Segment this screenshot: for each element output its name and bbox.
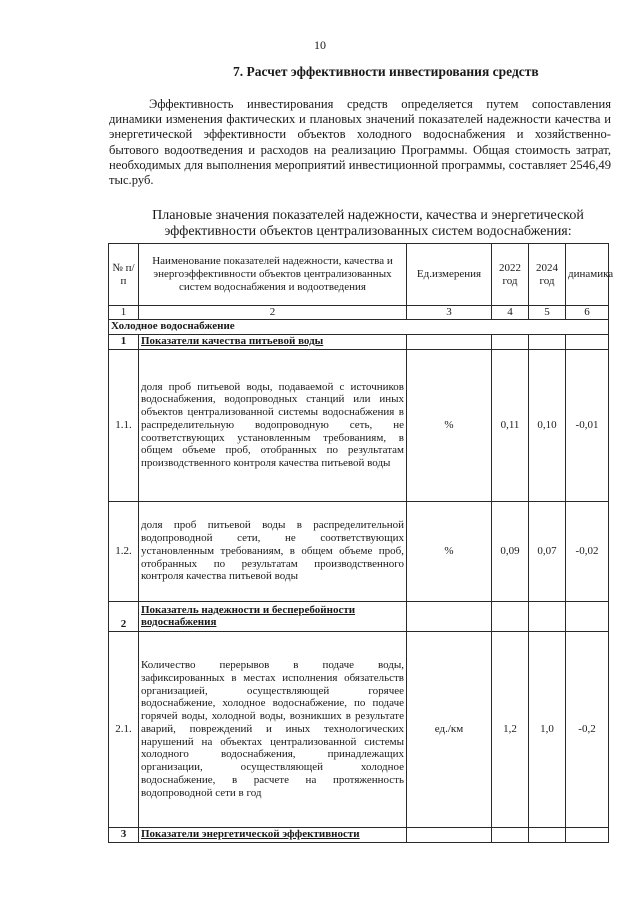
row-num: 1.1. — [109, 349, 139, 501]
table-row — [109, 631, 609, 827]
column-number-row — [109, 306, 609, 320]
section-num: 2 — [109, 601, 139, 631]
section-num: 3 — [109, 827, 139, 842]
intro-paragraph: Эффективность инвестирования средств определяется путем сопоставления динамики изменения фактических и плановых значений показателей надежности качества и энергетической эффективности объектов холодного водоснабжения и хозяйственно-бытового водоотведения и расходов на реализацию Программы. Общая стоимость затрат, необходимых для выполнения мероприятий инвестиционной программы, составляет 2546,49 тыс.руб. — [109, 97, 611, 188]
row-value-2024: 1,0 — [529, 631, 566, 827]
page-number: 10 — [314, 38, 326, 52]
row-unit: ед./км — [407, 631, 492, 827]
row-name: доля проб питьевой воды в распределительной водопроводной сети, не соответствующих установленным требованиям, в общем объеме проб, отобранных по результатам производственного контроля качества питьевой воды — [139, 501, 407, 601]
header-dynamics: динамика — [566, 244, 609, 306]
table-row — [109, 349, 609, 501]
section-row — [109, 334, 609, 349]
table-caption: Плановые значения показателей надежности, качества и энергетической эффективности объектов централизованных систем водоснабжения: — [152, 208, 584, 239]
row-unit: % — [407, 349, 492, 501]
column-number: 5 — [529, 306, 566, 320]
row-unit: % — [407, 501, 492, 601]
row-name: доля проб питьевой воды, подаваемой с источников водоснабжения, водопроводных станций или иных объектов централизованной системы водоснабжения в распределительную водопроводную сеть, не соответствующих установленным требованиям, в общем объеме проб, отобранных по результатам производственного контроля качества питьевой воды — [139, 349, 407, 501]
row-value-2024: 0,10 — [529, 349, 566, 501]
indicators-table — [108, 243, 614, 843]
table-header-row — [109, 244, 609, 306]
section-heading: 7. Расчет эффективности инвестирования средств — [233, 64, 539, 79]
row-dynamics: -0,01 — [566, 349, 609, 501]
row-dynamics: -0,02 — [566, 501, 609, 601]
table-row — [109, 501, 609, 601]
header-year-2022: 2022 год — [492, 244, 529, 306]
section-num: 1 — [109, 334, 139, 349]
group-title: Холодное водоснабжение — [109, 319, 609, 334]
column-number: 1 — [109, 306, 139, 320]
row-num: 2.1. — [109, 631, 139, 827]
header-name: Наименование показателей надежности, качества и энергоэффективности объектов централизованных систем водоснабжения и водоотведения — [139, 244, 407, 306]
section-row — [109, 827, 609, 842]
row-value-2022: 1,2 — [492, 631, 529, 827]
header-year-2024: 2024 год — [529, 244, 566, 306]
header-unit: Ед.измерения — [407, 244, 492, 306]
row-name: Количество перерывов в подаче воды, зафиксированных в местах исполнения обязательств организацией, осуществляющей горячее водоснабжение, холодное водоснабжение, по подаче горячей воды, холодной воды, возникших в результате аварий, повреждений и иных технологических нарушений на объектах централизованной системы холодного водоснабжения, принадлежащих организации, осуществляющей холодное водоснабжение, в расчете на протяженность водопроводной сети в год — [139, 631, 407, 827]
header-num: № п/п — [109, 244, 139, 306]
row-dynamics: -0,2 — [566, 631, 609, 827]
group-title-row — [109, 319, 609, 334]
column-number: 4 — [492, 306, 529, 320]
column-number: 3 — [407, 306, 492, 320]
column-number: 2 — [139, 306, 407, 320]
row-num: 1.2. — [109, 501, 139, 601]
section-title: Показатели качества питьевой воды — [139, 334, 407, 349]
section-title: Показатели энергетической эффективности — [139, 827, 407, 842]
section-title: Показатель надежности и бесперебойности водоснабжения — [139, 601, 407, 631]
row-value-2022: 0,11 — [492, 349, 529, 501]
section-row — [109, 601, 609, 631]
row-value-2022: 0,09 — [492, 501, 529, 601]
column-number: 6 — [566, 306, 609, 320]
row-value-2024: 0,07 — [529, 501, 566, 601]
